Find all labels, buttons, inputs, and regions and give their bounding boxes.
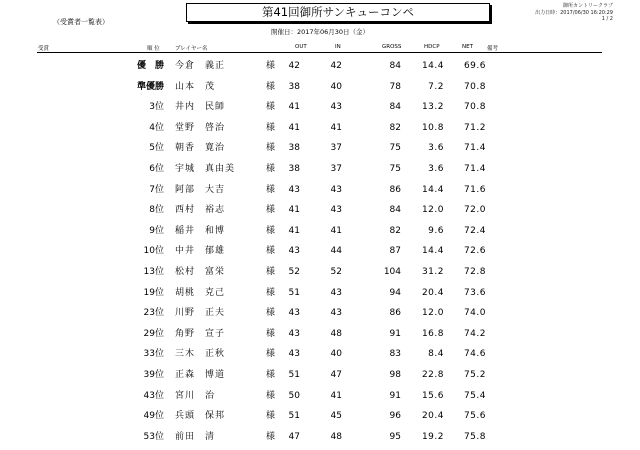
hdcp-value: 8.4 bbox=[428, 349, 444, 360]
honorific: 様 bbox=[266, 390, 276, 401]
rank-cell: 3位 bbox=[149, 102, 164, 113]
gross-score: 91 bbox=[389, 328, 401, 339]
out-score: 41 bbox=[288, 205, 300, 216]
hdcp-value: 3.6 bbox=[428, 143, 444, 154]
in-score: 42 bbox=[330, 61, 342, 71]
in-score: 48 bbox=[330, 431, 342, 442]
rank-cell: 53位 bbox=[143, 431, 164, 442]
gross-score: 84 bbox=[389, 205, 401, 216]
honorific: 様 bbox=[266, 225, 276, 236]
hdcp-value: 10.8 bbox=[421, 122, 444, 133]
table-row bbox=[0, 56, 640, 77]
hdcp-value: 15.6 bbox=[421, 390, 444, 401]
player-name: 堂野 啓治 bbox=[175, 122, 226, 133]
gross-score: 86 bbox=[389, 184, 401, 195]
header-divider bbox=[37, 52, 602, 53]
hdcp-value: 19.2 bbox=[421, 431, 444, 442]
net-score: 74.6 bbox=[463, 349, 486, 360]
player-name: 西村 裕志 bbox=[175, 205, 226, 216]
in-score: 41 bbox=[330, 225, 342, 236]
gross-score: 84 bbox=[389, 102, 401, 113]
rank-cell: 19位 bbox=[143, 287, 164, 298]
net-score: 75.8 bbox=[463, 431, 486, 442]
in-score: 37 bbox=[330, 163, 342, 174]
out-score: 41 bbox=[288, 102, 300, 113]
rank-cell: 43位 bbox=[143, 390, 164, 401]
col-gross: GROSS bbox=[382, 44, 402, 50]
rank-cell: 10位 bbox=[143, 246, 164, 257]
out-score: 38 bbox=[288, 143, 300, 154]
rank-cell: 4位 bbox=[149, 122, 164, 133]
honorific: 様 bbox=[266, 308, 276, 319]
in-score: 40 bbox=[330, 349, 342, 360]
hdcp-value: 7.2 bbox=[428, 81, 444, 92]
gross-score: 83 bbox=[389, 349, 401, 360]
hdcp-value: 9.6 bbox=[428, 225, 444, 236]
player-name: 宮川 治 bbox=[175, 390, 216, 401]
net-score: 71.6 bbox=[463, 184, 486, 195]
rank-cell: 5位 bbox=[149, 143, 164, 154]
gross-score: 84 bbox=[389, 61, 401, 71]
out-score: 50 bbox=[288, 390, 300, 401]
hdcp-value: 14.4 bbox=[421, 246, 444, 257]
out-score: 43 bbox=[288, 328, 300, 339]
rank-cell: 準優勝 bbox=[136, 81, 164, 92]
net-score: 73.6 bbox=[463, 287, 486, 298]
rank-cell: 23位 bbox=[143, 308, 164, 319]
out-score: 41 bbox=[288, 225, 300, 236]
net-score: 75.4 bbox=[463, 390, 486, 401]
in-score: 43 bbox=[330, 205, 342, 216]
in-score: 43 bbox=[330, 102, 342, 113]
honorific: 様 bbox=[266, 266, 276, 277]
hdcp-value: 12.0 bbox=[421, 205, 444, 216]
honorific: 様 bbox=[266, 431, 276, 442]
net-score: 75.6 bbox=[463, 411, 486, 422]
honorific: 様 bbox=[266, 328, 276, 339]
in-score: 43 bbox=[330, 184, 342, 195]
subtitle: （受賞者一覧表） bbox=[53, 18, 109, 26]
col-award: 受賞 bbox=[38, 46, 50, 52]
in-score: 41 bbox=[330, 122, 342, 133]
col-net: NET bbox=[462, 44, 473, 50]
table-row bbox=[0, 262, 640, 283]
out-score: 43 bbox=[288, 246, 300, 257]
table-row bbox=[0, 97, 640, 118]
gross-score: 75 bbox=[389, 163, 401, 174]
net-score: 69.6 bbox=[463, 61, 486, 71]
gross-score: 87 bbox=[389, 246, 401, 257]
net-score: 70.8 bbox=[463, 81, 486, 92]
honorific: 様 bbox=[266, 61, 276, 71]
table-row bbox=[0, 427, 640, 448]
player-name: 正森 博道 bbox=[175, 369, 226, 380]
hdcp-value: 22.8 bbox=[421, 369, 444, 380]
gross-score: 82 bbox=[389, 225, 401, 236]
net-score: 72.8 bbox=[463, 266, 486, 277]
table-row bbox=[0, 406, 640, 427]
hdcp-value: 14.4 bbox=[421, 184, 444, 195]
player-name: 山本 茂 bbox=[175, 81, 216, 92]
col-player: プレイヤー名 bbox=[175, 46, 208, 52]
table-row bbox=[0, 138, 640, 159]
table-row bbox=[0, 180, 640, 201]
hdcp-value: 16.8 bbox=[421, 328, 444, 339]
in-score: 37 bbox=[330, 143, 342, 154]
player-name: 前田 清 bbox=[175, 431, 216, 442]
honorific: 様 bbox=[266, 122, 276, 133]
net-score: 70.8 bbox=[463, 102, 486, 113]
rank-cell: 29位 bbox=[143, 328, 164, 339]
club-name: 御所カントリークラブ bbox=[562, 3, 613, 9]
player-name: 三木 正秋 bbox=[175, 349, 226, 360]
in-score: 43 bbox=[330, 308, 342, 319]
in-score: 40 bbox=[330, 81, 342, 92]
rank-cell: 13位 bbox=[143, 266, 164, 277]
out-score: 47 bbox=[288, 431, 300, 442]
honorific: 様 bbox=[266, 287, 276, 298]
table-row bbox=[0, 159, 640, 180]
col-rank: 順 位 bbox=[147, 46, 160, 52]
hdcp-value: 3.6 bbox=[428, 163, 444, 174]
event-date: 開催日：2017年06月30日（金） bbox=[270, 28, 370, 36]
col-remarks: 備考 bbox=[487, 46, 499, 52]
player-name: 稲井 和博 bbox=[175, 225, 226, 236]
net-score: 71.2 bbox=[463, 122, 486, 133]
net-score: 74.0 bbox=[463, 308, 486, 319]
page-title: 第41回御所サンキューコンペ bbox=[186, 3, 490, 22]
table-row bbox=[0, 200, 640, 221]
out-score: 38 bbox=[288, 163, 300, 174]
table-row bbox=[0, 283, 640, 304]
gross-score: 98 bbox=[389, 369, 401, 380]
table-row bbox=[0, 118, 640, 139]
table-row bbox=[0, 365, 640, 386]
out-score: 38 bbox=[288, 81, 300, 92]
honorific: 様 bbox=[266, 205, 276, 216]
in-score: 47 bbox=[330, 369, 342, 380]
table-row bbox=[0, 344, 640, 365]
player-name: 井内 民師 bbox=[175, 102, 226, 113]
player-name: 松村 富栄 bbox=[175, 266, 226, 277]
out-score: 51 bbox=[288, 369, 300, 380]
net-score: 72.6 bbox=[463, 246, 486, 257]
in-score: 43 bbox=[330, 287, 342, 298]
player-name: 朝香 寛治 bbox=[175, 143, 226, 154]
gross-score: 95 bbox=[389, 431, 401, 442]
net-score: 75.2 bbox=[463, 369, 486, 380]
honorific: 様 bbox=[266, 163, 276, 174]
honorific: 様 bbox=[266, 143, 276, 154]
honorific: 様 bbox=[266, 411, 276, 422]
col-in: IN bbox=[335, 44, 341, 50]
player-name: 宇城 真由美 bbox=[175, 163, 236, 174]
hdcp-value: 20.4 bbox=[421, 287, 444, 298]
gross-score: 75 bbox=[389, 143, 401, 154]
printed-at: 出力日時：2017/06/30 16:20:29 bbox=[535, 9, 613, 16]
rank-cell: 49位 bbox=[143, 411, 164, 422]
col-out: OUT bbox=[295, 44, 307, 50]
hdcp-value: 13.2 bbox=[421, 102, 444, 113]
out-score: 52 bbox=[288, 266, 300, 277]
out-score: 51 bbox=[288, 411, 300, 422]
net-score: 71.4 bbox=[463, 163, 486, 174]
gross-score: 82 bbox=[389, 122, 401, 133]
rank-cell: 39位 bbox=[143, 369, 164, 380]
out-score: 42 bbox=[288, 61, 300, 71]
in-score: 41 bbox=[330, 390, 342, 401]
honorific: 様 bbox=[266, 246, 276, 257]
print-info bbox=[535, 3, 613, 23]
rank-cell: 優 勝 bbox=[136, 61, 164, 71]
player-name: 今倉 義正 bbox=[175, 61, 226, 71]
honorific: 様 bbox=[266, 102, 276, 113]
honorific: 様 bbox=[266, 369, 276, 380]
out-score: 41 bbox=[288, 122, 300, 133]
gross-score: 91 bbox=[389, 390, 401, 401]
gross-score: 94 bbox=[389, 287, 401, 298]
net-score: 72.4 bbox=[463, 225, 486, 236]
out-score: 43 bbox=[288, 308, 300, 319]
net-score: 71.4 bbox=[463, 143, 486, 154]
gross-score: 104 bbox=[383, 266, 401, 277]
rank-cell: 7位 bbox=[149, 184, 164, 195]
in-score: 52 bbox=[330, 266, 342, 277]
out-score: 43 bbox=[288, 184, 300, 195]
hdcp-value: 31.2 bbox=[421, 266, 444, 277]
in-score: 44 bbox=[330, 246, 342, 257]
player-name: 川野 正夫 bbox=[175, 308, 226, 319]
rank-cell: 33位 bbox=[143, 349, 164, 360]
table-row bbox=[0, 324, 640, 345]
hdcp-value: 12.0 bbox=[421, 308, 444, 319]
gross-score: 96 bbox=[389, 411, 401, 422]
honorific: 様 bbox=[266, 349, 276, 360]
out-score: 51 bbox=[288, 287, 300, 298]
honorific: 様 bbox=[266, 184, 276, 195]
net-score: 74.2 bbox=[463, 328, 486, 339]
rank-cell: 9位 bbox=[149, 225, 164, 236]
hdcp-value: 20.4 bbox=[421, 411, 444, 422]
results-table bbox=[0, 56, 640, 447]
gross-score: 86 bbox=[389, 308, 401, 319]
rank-cell: 6位 bbox=[149, 163, 164, 174]
page-number: 1 / 2 bbox=[601, 16, 613, 22]
table-row bbox=[0, 77, 640, 98]
player-name: 阿部 大吉 bbox=[175, 184, 226, 195]
col-hdcp: HDCP bbox=[424, 44, 440, 50]
in-score: 45 bbox=[330, 411, 342, 422]
player-name: 兵頭 保邦 bbox=[175, 411, 226, 422]
net-score: 72.0 bbox=[463, 205, 486, 216]
honorific: 様 bbox=[266, 81, 276, 92]
in-score: 48 bbox=[330, 328, 342, 339]
out-score: 43 bbox=[288, 349, 300, 360]
table-row bbox=[0, 386, 640, 407]
player-name: 角野 宣子 bbox=[175, 328, 226, 339]
rank-cell: 8位 bbox=[149, 205, 164, 216]
table-row bbox=[0, 241, 640, 262]
player-name: 中井 郁雄 bbox=[175, 246, 226, 257]
gross-score: 78 bbox=[389, 81, 401, 92]
player-name: 胡桃 克己 bbox=[175, 287, 226, 298]
table-row bbox=[0, 221, 640, 242]
hdcp-value: 14.4 bbox=[421, 61, 444, 71]
table-row bbox=[0, 303, 640, 324]
